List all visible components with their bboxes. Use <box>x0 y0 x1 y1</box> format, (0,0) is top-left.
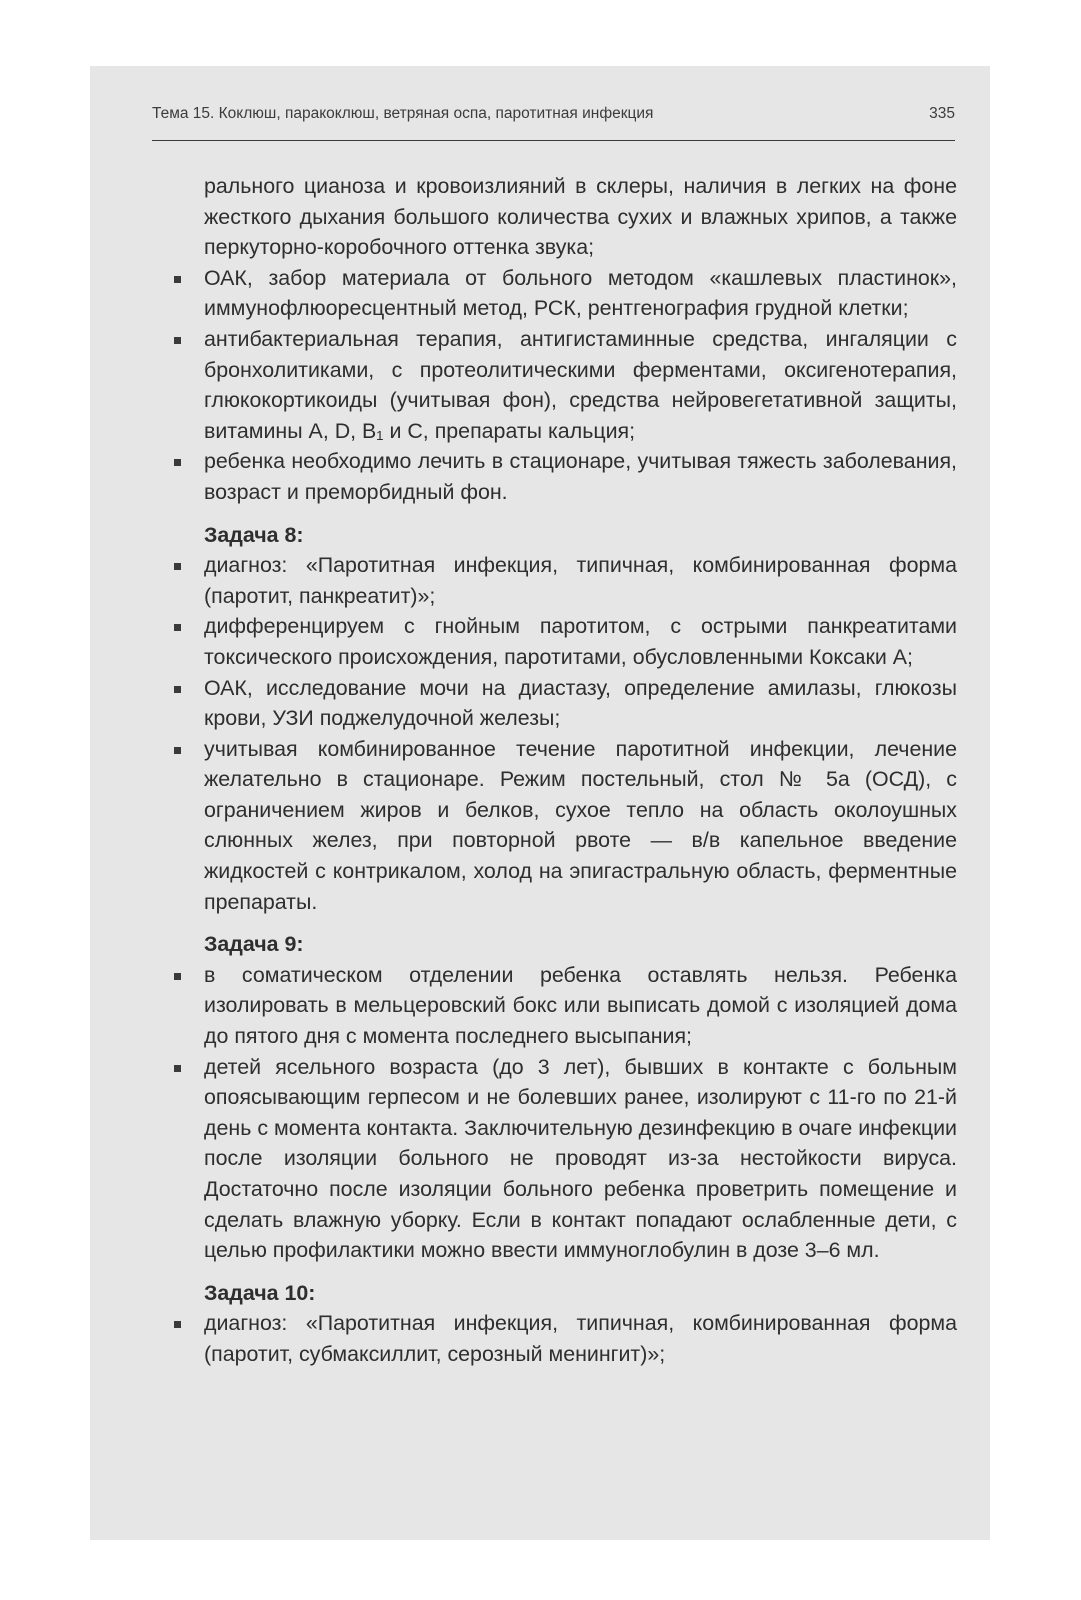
list-item <box>173 611 957 672</box>
list-item <box>173 1052 957 1266</box>
task-10-heading: Задача 10: <box>204 1280 316 1305</box>
list-item <box>173 324 957 446</box>
bullet-square-icon <box>174 1321 181 1328</box>
list-item <box>173 960 957 1052</box>
bullet-square-icon <box>174 747 181 754</box>
bullet-square-icon <box>174 459 181 466</box>
bullet-square-icon <box>174 1065 181 1072</box>
bullet-square-icon <box>174 563 181 570</box>
bullet-square-icon <box>174 624 181 631</box>
list-item <box>173 550 957 611</box>
list-item-text: ОАК, забор материала от больного методом «кашлевых пластинок», иммунофлюоресцентный метод, РСК, рентгенография грудной клетки; <box>204 265 957 321</box>
bullet-square-icon <box>174 276 181 283</box>
task-9-heading: Задача 9: <box>204 932 304 957</box>
list-item <box>173 734 957 918</box>
list-item-text: дифференцируем с гнойным паротитом, с острыми панкреатитами токсического происхождения, паротитами, обусловленными Коксаки А; <box>204 614 957 669</box>
list-item-text: ребенка необходимо лечить в стационаре, учитывая тяжесть заболевания, возраст и преморбидный фон. <box>204 449 957 504</box>
list-item-text: в соматическом отделении ребенка оставлять нельзя. Ребенка изолировать в мельцеровский бокс или выписать домой с изоляцией дома до пятого дня с момента последнего высыпания; <box>204 962 957 1049</box>
page-header <box>152 101 955 141</box>
list-item-text: диагноз: «Паротитная инфекция, типичная, комбинированная форма (паротит, панкреатит)»; <box>204 553 957 608</box>
page-number: 335 <box>929 105 955 122</box>
list-item-text: детей ясельного возраста (до 3 лет), бывших в контакте с больным опоясывающим герпесом и не болевших ранее, изолируют с 11-го по 21-й день с момента контакта. Заключительную дезинфекцию в очаге инфекции после изоляции больного не проводят из-за нестойкости вируса. Достаточно после изоляции больного ребенка проветрить помещение и сделать влажную уборку. Если в контакт попадают ослабленные дети, с целью профилактики можно ввести иммуноглобулин в дозе 3–6 мл. <box>204 1054 957 1263</box>
list-item <box>173 673 957 734</box>
list-item-text: диагноз: «Паротитная инфекция, типичная, комбинированная форма (паротит, субмаксиллит, серозный менингит)»; <box>204 1311 957 1366</box>
bullet-square-icon <box>174 686 181 693</box>
list-item <box>173 446 957 507</box>
bullet-square-icon <box>174 973 181 980</box>
list-item <box>173 1308 957 1369</box>
bullet-square-icon <box>174 337 181 344</box>
continuation-paragraph: рального цианоза и кровоизлияний в склеры, наличия в легких на фоне жесткого дыхания большого количества сухих и влажных хрипов, а также перкуторно-коробочного оттенка звука; <box>204 174 957 260</box>
page-body <box>173 171 957 1370</box>
list-item-text: учитывая комбинированное течение паротитной инфекции, лечение желательно в стационаре. Режим постельный, стол № 5а (ОСД), с ограничением жиров и белков, сухое тепло на область околоушных слюнных желез, при повторной рвоте — в/в капельное введение жидкостей с контрикалом, холод на эпигастральную область, ферментные препараты. <box>204 736 957 914</box>
running-title: Тема 15. Коклюш, паракоклюш, ветряная оспа, паротитная инфекция <box>152 105 654 122</box>
list-item-text: антибактериальная терапия, антигистаминные средства, ингаляции с бронхолитиками, с протеолитическими ферментами, оксигенотерапия, глюкокортикоиды (учитывая фон), средства нейровегетативной защиты, витамины A, D, B₁ и C, препараты кальция; <box>204 326 957 443</box>
list-item-text: ОАК, исследование мочи на диастазу, определение амилазы, глюкозы крови, УЗИ поджелудочной железы; <box>204 675 957 731</box>
task-8-heading: Задача 8: <box>204 522 304 547</box>
list-item <box>173 263 957 324</box>
